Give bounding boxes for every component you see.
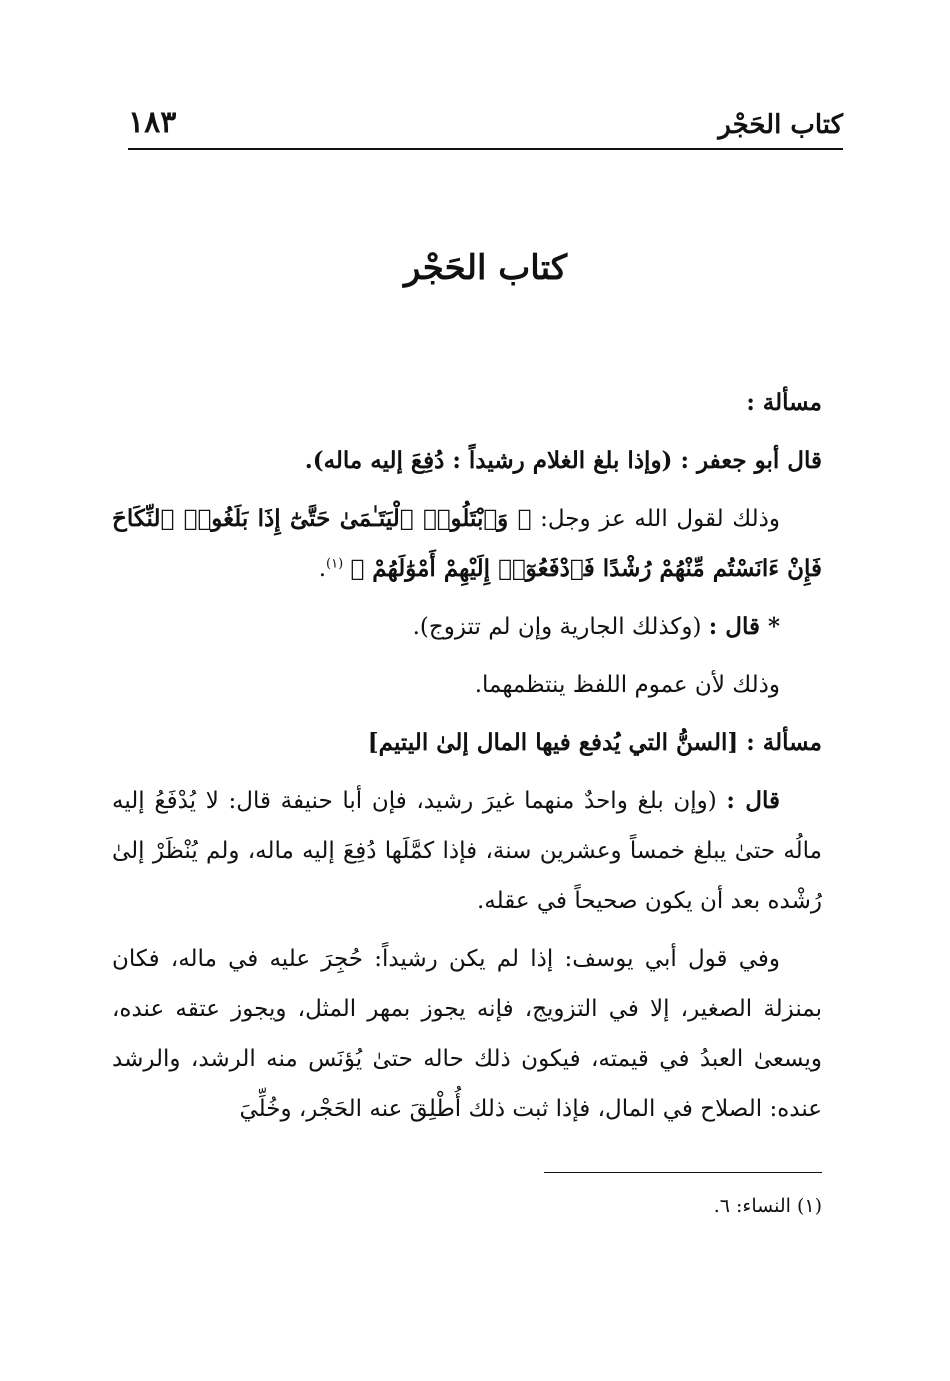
- qala-lead-2: قال :: [726, 787, 780, 814]
- chapter-title: كتاب الحَجْر: [403, 248, 568, 288]
- footnote-divider: [544, 1172, 822, 1173]
- paragraph-abu-hanifa: [112, 776, 822, 926]
- body-text: [112, 378, 822, 1142]
- quran-verse: ﴿ وَٱبْتَلُوا۟ ٱلْيَتَـٰمَىٰ حَتَّىٰٓ إِذَا بَلَغُوا۟ ٱلنِّكَاحَ فَإِنْ ءَانَسْتُم مِّنْهُمْ رُشْدًا فَٱدْفَعُوٓا۟ إِلَيْهِمْ أَمْوَٰلَهُمْ ﴾: [112, 505, 822, 582]
- issue-heading: مسألة :: [746, 389, 822, 416]
- paragraph-abu-yusuf: وفي قول أبي يوسف: إذا لم يكن رشيداً: حُجِرَ عليه في ماله، فكان بمنزلة الصغير، إلا في التزويج، فإنه يجوز بمهر المثل، ويجوز عتقه عنده، ويسعىٰ العبدُ في قيمته، فيكون ذلك حاله حتىٰ يُؤنَس منه الرشد، والرشد عنده: الصلاح في المال، فإذا ثبت ذلك أُطْلِقَ عنه الحَجْر، وخُلِّيَ: [112, 946, 822, 1122]
- quran-end: .: [318, 556, 327, 582]
- paragraph-girl-text: (وكذلك الجارية وإن لم تتزوج).: [412, 614, 709, 640]
- footnote: (١) النساء: ٦.: [713, 1195, 822, 1217]
- paragraph-girl: [112, 602, 822, 652]
- quran-intro: وذلك لقول الله عز وجل:: [531, 506, 781, 532]
- paragraph-reason: وذلك لأن عموم اللفظ ينتظمهما.: [474, 672, 780, 698]
- running-header: [128, 96, 843, 150]
- qala-lead: * قال :: [708, 613, 780, 640]
- running-title: كتاب الحَجْر: [718, 110, 843, 140]
- paragraph-abu-jafar: قال أبو جعفر : (وإذا بلغ الغلام رشيداً : دُفِعَ إليه ماله).: [304, 447, 822, 474]
- footnote-reference: (١): [326, 556, 344, 572]
- issue-heading-age: مسألة : [السنُّ التي يُدفع فيها المال إلىٰ اليتيم]: [367, 729, 822, 756]
- paragraph-quran-citation: [112, 494, 822, 594]
- paragraph-abu-hanifa-text: (وإن بلغ واحدٌ منهما غيرَ رشيد، فإن أبا حنيفة قال: لا يُدْفَعُ إليه مالُه حتىٰ يبلغ خمساً وعشرين سنة، فإذا كمَّلَها دُفِعَ إليه ماله، ولم يُنْظَرْ إلىٰ رُشْده بعد أن يكون صحيحاً في عقله.: [112, 788, 822, 914]
- page-number: ١٨٣: [128, 105, 177, 140]
